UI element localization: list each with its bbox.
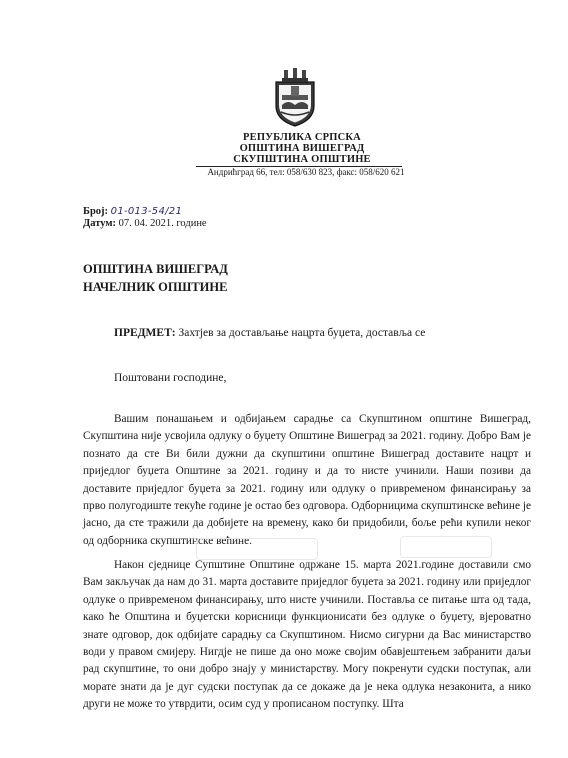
body-paragraph: [83, 557, 531, 714]
reference-number-value: 01-013-54/21: [110, 206, 183, 217]
body-paragraph-text: Након сједнице Супштине Општине одржане 15. марта 2021.године доставили смо Вам закључак да нам до 31. марта доставите приједлог буџета за 2021. годину или приједлог одлуке о привременом финансирању, што нисте учинили. Поставља се питање шта од тада, како ће Општина и буџетски корисници функционисати без одлуке о буџету, вјероватно знате одговор, док одбијате сарадњу са Скупштином. Нисмо сигурни да Вас министарство води у правом смијеру. Нигдје не пише да оно може својим обавјештењем забранити даљи рад скупштине, то они добро знају у министарству. Могу покренути судски поступак, али морате знати да је дуг судски поступак да се докаже да је нека одлука незаконита, а нико други не може то утврдити, осим суд у прописаном поступку. Шта: [83, 559, 531, 711]
faint-stamp-mark: [400, 536, 492, 558]
faint-stamp-mark: [196, 538, 318, 560]
subject-label: ПРЕДМЕТ:: [114, 327, 176, 339]
body-paragraph: [83, 411, 531, 550]
body-paragraph-text: Вашим понашањем и одбијањем сарадње са Скупштином општине Вишеград, Скупштина није усвојила одлуку о буџету Општине Вишеград за 2021. годину. Добро Вам је познато да сте Ви били дужни да скупштини општине Вишеград доставите нацрт и приједлог буџета Општине за 2021. годину и да то нисте учинили. Наши позиви да доставите приједлог буџета за 2021. годину или одлуку о привременом финансирању за прво полугодиште текуће године је остао без одговора. Одборницима скупштинске већине је јасно, да сте тражили да добијете на времену, како би придобили, боље рећи купили неког од одборника скупштинске већине.: [83, 413, 531, 547]
header-municipality: ОПШТИНА ВИШЕГРАД: [239, 143, 365, 154]
recipient-line-2: НАЧЕЛНИК ОПШТИНЕ: [83, 280, 228, 294]
header-republic: РЕПУБЛИКА СРПСКА: [243, 132, 361, 143]
header-assembly: СКУПШТИНА ОПШТИНЕ: [233, 154, 371, 165]
document-date-label: Датум:: [83, 218, 116, 229]
municipal-coat-of-arms-icon: [272, 68, 318, 128]
subject-text: Захтјев за достављање нацрта буџета, доставља се: [175, 327, 426, 339]
header-address: Андрићград 66, тел: 058/630 823, факс: 058/620 621: [207, 167, 405, 177]
salutation: Поштовани господине,: [114, 372, 227, 384]
recipient-line-1: ОПШТИНА ВИШЕГРАД: [83, 262, 228, 276]
reference-number: [83, 206, 182, 217]
subject-line: [114, 327, 425, 339]
document-date-value: 07. 04. 2021. године: [115, 218, 207, 229]
reference-number-label: Број:: [83, 206, 109, 217]
document-date: [83, 218, 207, 229]
